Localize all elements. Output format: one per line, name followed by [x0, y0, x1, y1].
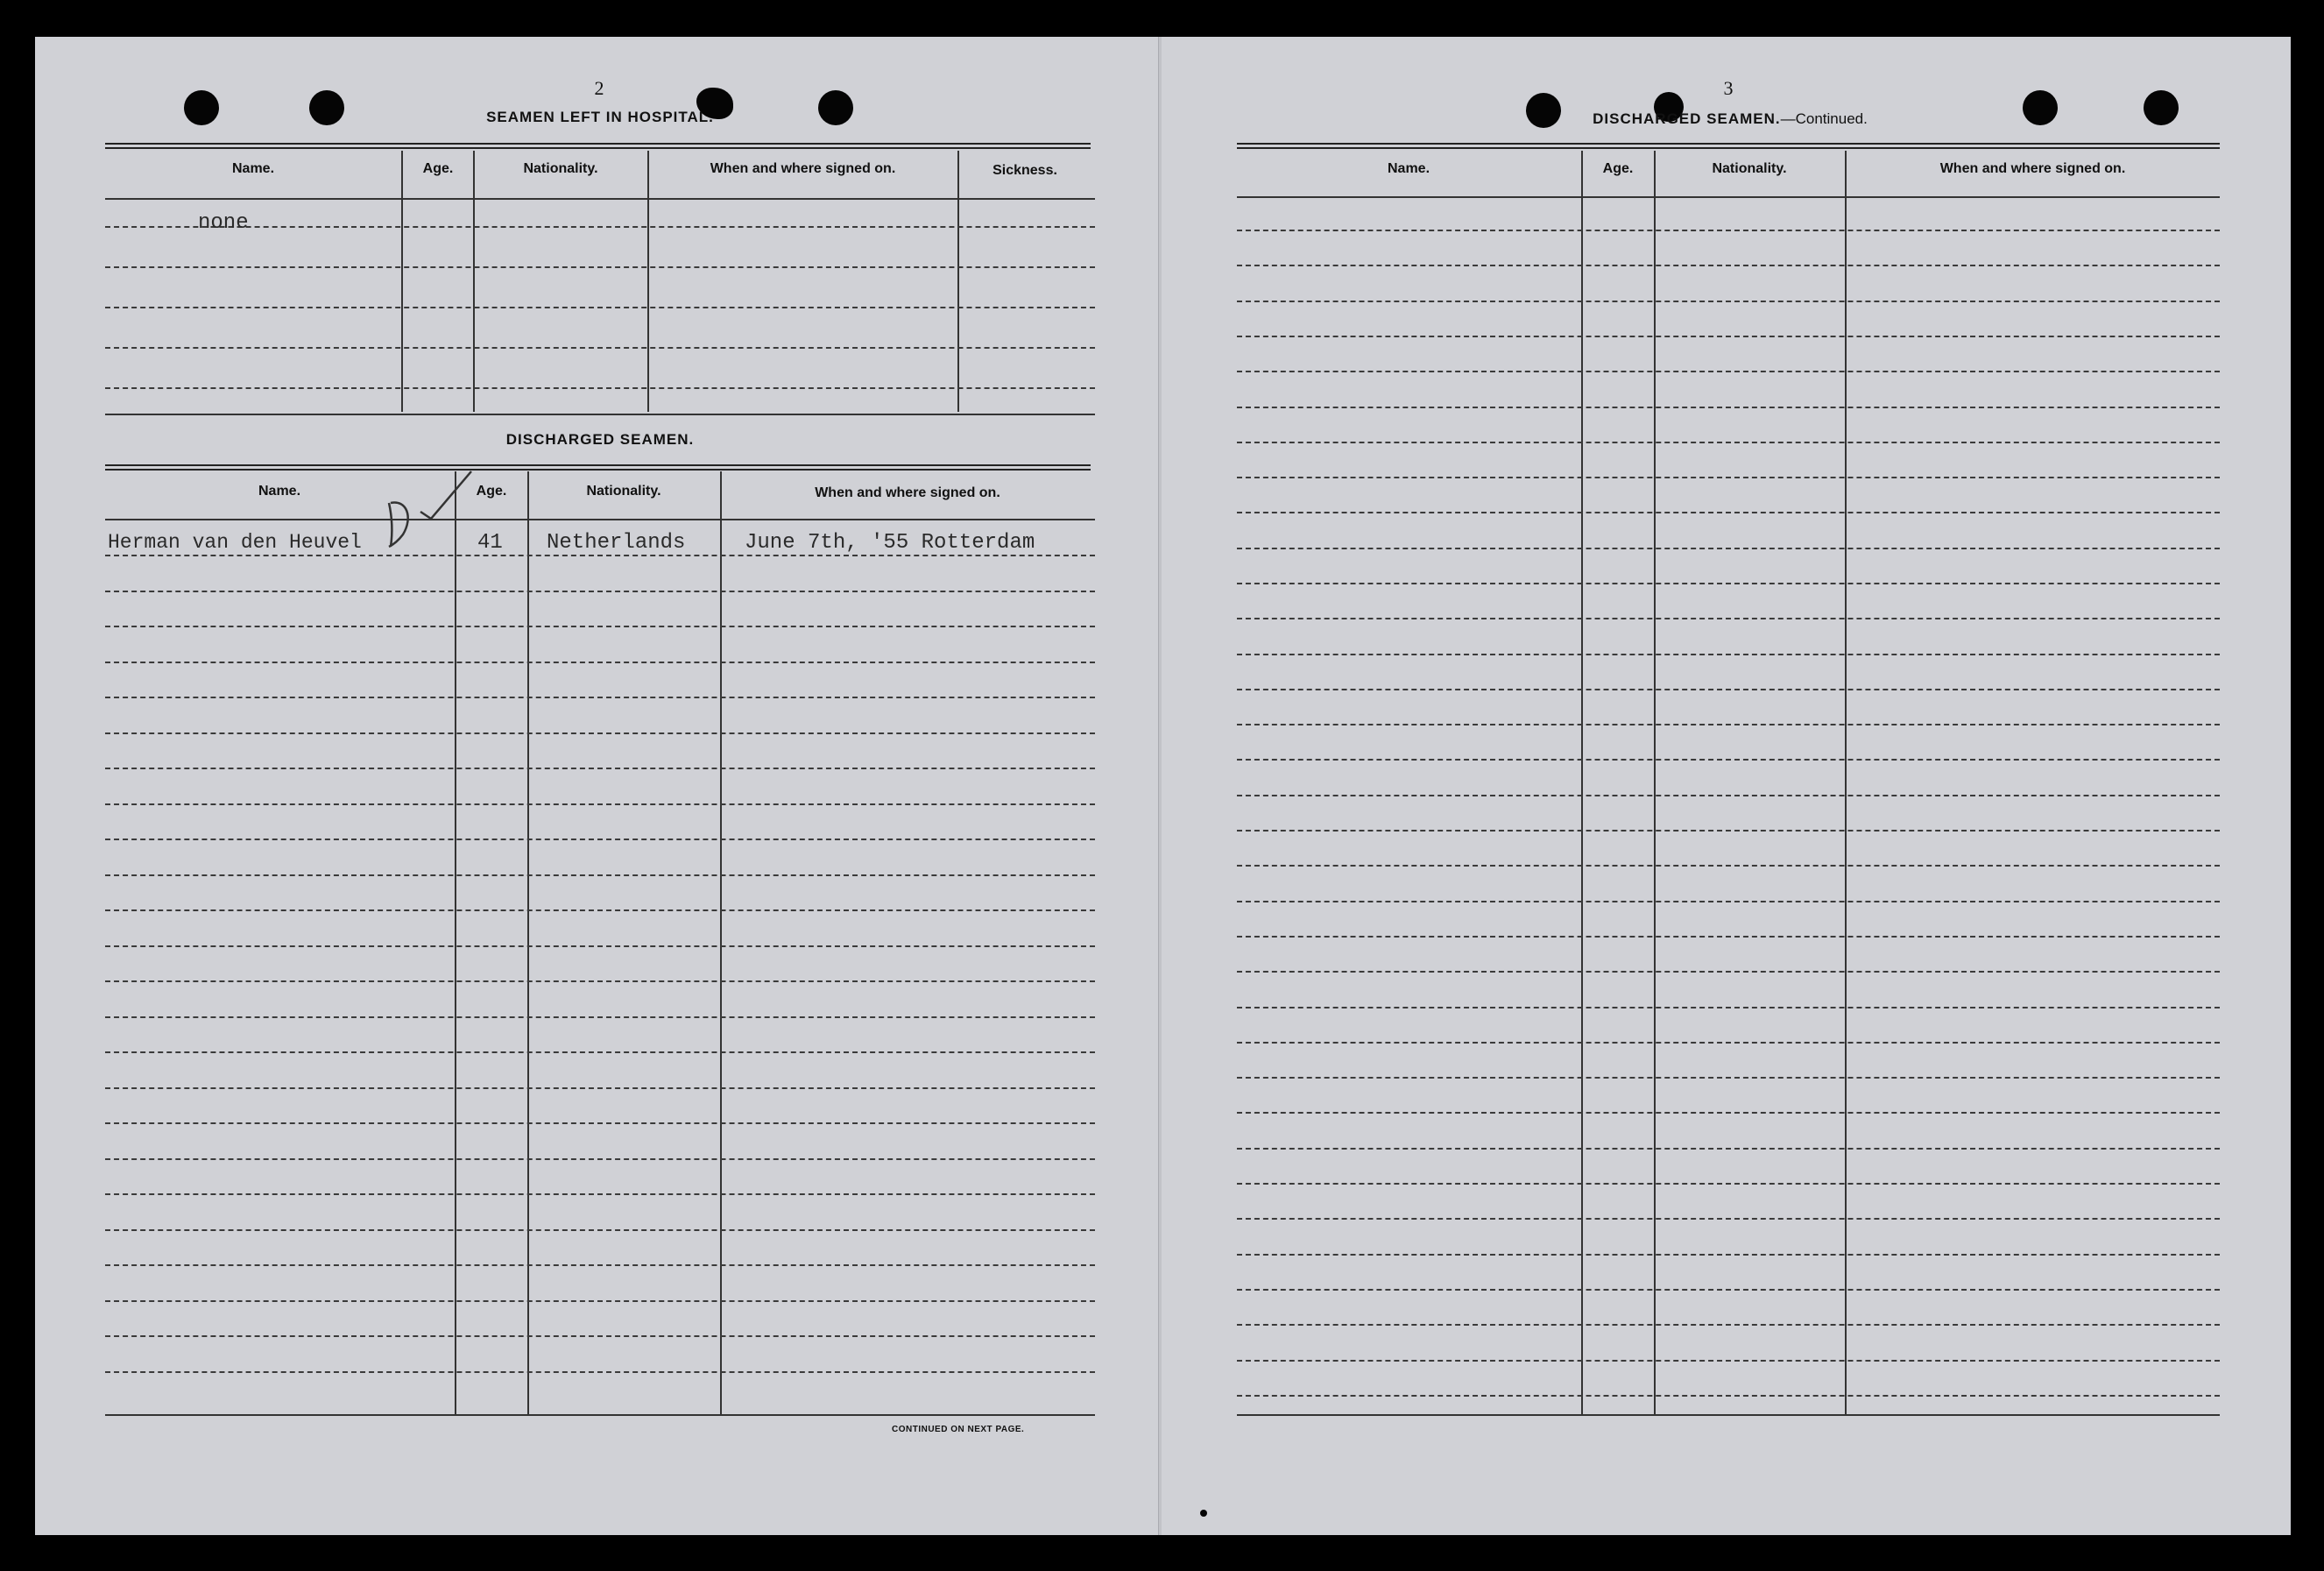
ruled-line — [105, 662, 1095, 663]
ruled-line — [1237, 512, 2220, 513]
ruled-line — [1237, 1324, 2220, 1326]
column-header-name: Name. — [258, 484, 301, 499]
ruled-line — [1237, 407, 2220, 408]
ruled-line — [1237, 901, 2220, 902]
column-divider — [1845, 151, 1847, 1416]
column-header-nationality: Nationality. — [523, 161, 598, 176]
left-page — [35, 37, 1158, 1535]
ruled-line — [1237, 618, 2220, 619]
ruled-line — [1237, 1183, 2220, 1185]
ruled-line — [1237, 442, 2220, 443]
seaman-signed-on: June 7th, '55 Rotterdam — [745, 531, 1035, 555]
right-header-rule — [1237, 196, 2220, 198]
ruled-line — [1237, 1395, 2220, 1397]
discharged-section-title: DISCHARGED SEAMEN. — [505, 431, 695, 448]
punch-hole — [184, 90, 219, 125]
ruled-line — [1237, 1077, 2220, 1079]
ruled-line — [1237, 865, 2220, 867]
ruled-line — [1237, 1112, 2220, 1114]
ruled-line — [1237, 1360, 2220, 1362]
hospital-entry-none: none — [198, 211, 249, 235]
column-header-signed-on: When and where signed on. — [1939, 161, 2126, 176]
page-number: 2 — [594, 77, 604, 99]
column-divider — [401, 151, 403, 412]
ruled-line — [105, 1264, 1095, 1266]
ruled-line — [1237, 724, 2220, 725]
column-divider — [527, 471, 529, 1415]
column-header-age: Age. — [422, 161, 454, 176]
column-header-age: Age. — [476, 484, 507, 499]
ruled-line — [1237, 371, 2220, 372]
ruled-line — [105, 839, 1095, 840]
ruled-line — [1237, 936, 2220, 938]
ruled-line — [1237, 795, 2220, 796]
ruled-line — [1237, 1254, 2220, 1256]
ruled-line — [105, 226, 1095, 228]
column-divider — [720, 471, 722, 1415]
right-table-bottom-rule — [1237, 1414, 2220, 1416]
column-divider — [957, 151, 959, 412]
ruled-line — [105, 945, 1095, 947]
discharged-table-top-rule — [105, 464, 1091, 471]
ruled-line — [105, 1016, 1095, 1018]
column-divider — [1654, 151, 1656, 1416]
column-divider — [1581, 151, 1583, 1416]
ruled-line — [1237, 1289, 2220, 1291]
column-header-name: Name. — [231, 161, 275, 176]
ruled-line — [105, 1229, 1095, 1231]
punch-hole — [309, 90, 344, 125]
hospital-table-top-rule — [105, 143, 1091, 149]
hospital-section-title: SEAMEN LEFT IN HOSPITAL. — [486, 109, 714, 125]
ruled-line — [105, 1087, 1095, 1089]
ruled-line — [105, 555, 1095, 556]
punch-hole — [1526, 93, 1561, 128]
ruled-line — [105, 697, 1095, 698]
right-table-top-rule — [1237, 143, 2220, 149]
page-number: 3 — [1723, 77, 1734, 99]
ruled-line — [1237, 548, 2220, 549]
column-divider — [455, 471, 456, 1415]
column-header-sickness: Sickness. — [992, 163, 1057, 178]
ruled-line — [1237, 336, 2220, 337]
ruled-line — [1237, 265, 2220, 266]
ruled-line — [1237, 830, 2220, 831]
seaman-age: 41 — [477, 531, 503, 555]
ruled-line — [105, 347, 1095, 349]
continued-suffix: —Continued. — [1780, 110, 1868, 127]
ruled-line — [105, 768, 1095, 769]
ruled-line — [105, 1193, 1095, 1195]
ruled-line — [105, 266, 1095, 268]
punch-hole — [818, 90, 853, 125]
ruled-line — [105, 1371, 1095, 1373]
column-divider — [647, 151, 649, 412]
ruled-line — [1237, 971, 2220, 973]
ruled-line — [1237, 583, 2220, 584]
discharged-header-rule — [105, 519, 1095, 520]
ruled-line — [1237, 1007, 2220, 1008]
punch-hole — [2023, 90, 2058, 125]
ruled-line — [105, 909, 1095, 911]
ruled-line — [1237, 1148, 2220, 1150]
ruled-line — [105, 591, 1095, 592]
column-header-nationality: Nationality. — [1712, 161, 1787, 176]
ruled-line — [105, 626, 1095, 627]
handwritten-checkmark — [377, 466, 473, 554]
ruled-line — [1237, 1218, 2220, 1220]
column-header-age: Age. — [1602, 161, 1634, 176]
ruled-line — [105, 732, 1095, 734]
continued-note: CONTINUED ON NEXT PAGE. — [892, 1425, 1025, 1434]
ruled-line — [105, 307, 1095, 308]
ruled-line — [105, 803, 1095, 805]
ruled-line — [1237, 230, 2220, 231]
column-header-signed-on: When and where signed on. — [815, 485, 1000, 500]
ruled-line — [1237, 477, 2220, 478]
ruled-line — [105, 1051, 1095, 1053]
hospital-header-rule — [105, 198, 1095, 200]
discharged-continued-title — [1568, 110, 1892, 128]
seaman-nationality: Netherlands — [547, 531, 686, 555]
ruled-line — [1237, 1042, 2220, 1044]
ink-dot — [1200, 1510, 1207, 1517]
ruled-line — [105, 1335, 1095, 1337]
ruled-line — [1237, 654, 2220, 655]
ruled-line — [1237, 759, 2220, 761]
discharged-table-bottom-rule — [105, 1414, 1095, 1416]
column-header-signed-on: When and where signed on. — [710, 161, 896, 176]
column-divider — [473, 151, 475, 412]
column-header-nationality: Nationality. — [586, 484, 661, 499]
section-title-text: DISCHARGED SEAMEN. — [1593, 110, 1781, 127]
ruled-line — [105, 387, 1095, 389]
ruled-line — [1237, 689, 2220, 690]
seaman-name: Herman van den Heuvel — [108, 531, 362, 554]
ruled-line — [1237, 301, 2220, 302]
hospital-table-bottom-rule — [105, 414, 1095, 415]
column-header-name: Name. — [1387, 161, 1430, 176]
ruled-line — [105, 1158, 1095, 1160]
punch-hole — [2144, 90, 2179, 125]
ruled-line — [105, 1122, 1095, 1124]
ruled-line — [105, 980, 1095, 982]
right-page — [1162, 37, 2291, 1535]
ruled-line — [105, 1300, 1095, 1302]
ruled-line — [105, 874, 1095, 876]
